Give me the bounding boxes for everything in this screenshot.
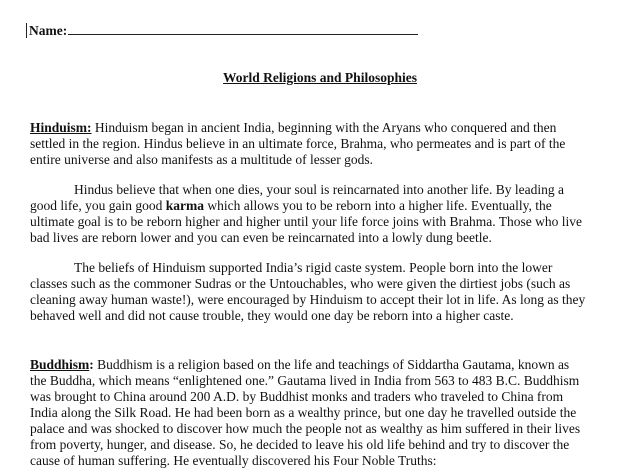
text-line: India along the Silk Road. He had been born as a wealthy prince, but one day he travelled outside the bbox=[30, 405, 577, 420]
text-line: Hindus believe that when one dies, your soul is reincarnated into another life. By leading a bbox=[74, 182, 564, 197]
text-span: good life, you gain good bbox=[30, 198, 166, 213]
hinduism-paragraph-1 bbox=[30, 120, 620, 168]
text-span: Buddhism is a religion based on the life and teachings of Siddartha Gautama, known as bbox=[93, 357, 570, 372]
heading-colon: : bbox=[89, 357, 94, 372]
document-title: World Religions and Philosophies bbox=[223, 70, 417, 85]
text-line: settled in the region. Hindus believe in an ultimate force, Brahma, who permeates and is part of the bbox=[30, 136, 566, 151]
text-line: classes such as the commoner Sudras or the Untouchables, who were given the dirtiest jobs (such as bbox=[30, 276, 571, 291]
text-line bbox=[30, 357, 620, 373]
text-line: the Buddha, which means “enlightened one.” Gautama lived in India from 563 to 483 B.C. Buddhism bbox=[30, 373, 580, 388]
text-line: bad lives are reborn lower and you can even be reincarnated into a lowly dung beetle. bbox=[30, 230, 492, 245]
buddhism-heading: Buddhism bbox=[30, 357, 90, 372]
karma-term: karma bbox=[165, 198, 204, 213]
text-line: ultimate goal is to be reborn higher and higher until your life force joins with Brahma. Those who live bbox=[30, 214, 582, 229]
text-line: from poverty, hunger, and disease. So, he decided to leave his old life behind and try to discover the bbox=[30, 437, 570, 452]
text-line: cleaning away human waste!), were encouraged by Hinduism to accept their lot in life. As long as they bbox=[30, 292, 586, 307]
text-line: The beliefs of Hinduism supported India’s rigid caste system. People born into the lower bbox=[74, 260, 553, 275]
text-cursor bbox=[26, 23, 27, 38]
text-span: which allows you to be reborn into a higher life. Eventually, the bbox=[203, 198, 552, 213]
hinduism-paragraph-2 bbox=[30, 182, 620, 246]
text-span: Hinduism began in ancient India, beginning with the Aryans who conquered and then bbox=[94, 120, 557, 135]
text-line: was brought to China around 200 A.D. by Buddhist monks and traders who traveled to China from bbox=[30, 389, 564, 404]
text-line: cause of human suffering. He eventually discovered his Four Noble Truths: bbox=[30, 453, 437, 468]
buddhism-paragraph bbox=[30, 357, 620, 469]
text-line bbox=[30, 198, 620, 214]
name-field-row[interactable] bbox=[26, 22, 418, 39]
name-label: Name: bbox=[29, 23, 68, 38]
hinduism-heading: Hinduism: bbox=[30, 120, 92, 135]
name-blank-line[interactable] bbox=[68, 22, 418, 35]
text-line: palace and was shocked to discover how much the people not as wealthy as him suffered in their lives bbox=[30, 421, 581, 436]
hinduism-paragraph-3 bbox=[30, 260, 620, 324]
text-line bbox=[30, 120, 620, 136]
text-line: behaved well and did not cause trouble, they would one day be reborn into a higher caste. bbox=[30, 308, 514, 323]
text-line: entire universe and also manifests as a multitude of lesser gods. bbox=[30, 152, 374, 167]
